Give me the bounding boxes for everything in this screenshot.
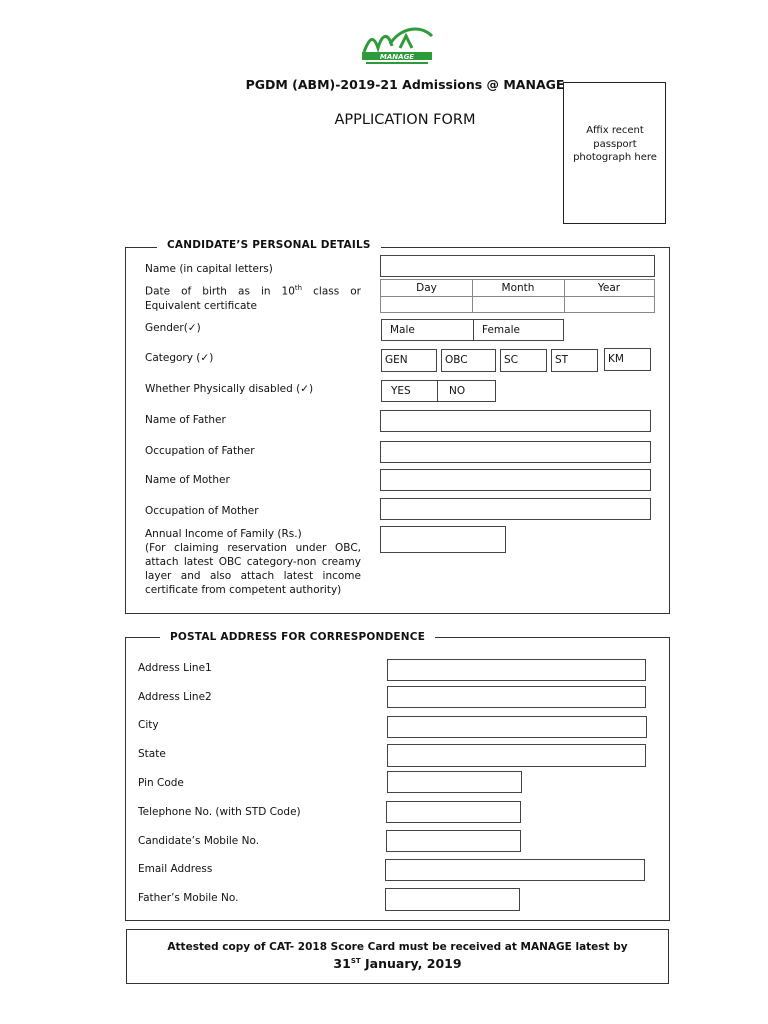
category-sc-option[interactable]: SC — [500, 349, 547, 372]
address1-label: Address Line1 — [138, 662, 212, 674]
dob-field[interactable] — [380, 279, 655, 313]
logo-wordmark: MANAGE — [379, 53, 415, 61]
father-mobile-field[interactable] — [385, 888, 520, 911]
manage-logo — [360, 22, 440, 68]
category-gen-option[interactable]: GEN — [381, 349, 437, 372]
photo-instruction: Affix recent passport photograph here — [573, 125, 657, 163]
city-field[interactable] — [387, 716, 647, 738]
dob-year-header: Year — [597, 282, 621, 294]
footer-deadline-date: 31ST January, 2019 — [333, 956, 462, 971]
dob-month-header: Month — [501, 282, 535, 294]
telephone-label: Telephone No. (with STD Code) — [138, 806, 301, 818]
city-label: City — [138, 719, 159, 731]
category-st-option[interactable]: ST — [551, 349, 598, 372]
telephone-field[interactable] — [386, 801, 521, 823]
category-obc-option[interactable]: OBC — [441, 349, 496, 372]
dob-day-header: Day — [416, 282, 437, 294]
disabled-no-option[interactable]: NO — [437, 380, 496, 402]
footer-notice-text: Attested copy of CAT- 2018 Score Card must be received at MANAGE latest by — [167, 941, 628, 953]
gender-female-option[interactable]: Female — [473, 319, 564, 341]
father-mobile-label: Father’s Mobile No. — [138, 892, 239, 904]
mother-occupation-field[interactable] — [380, 498, 651, 520]
mother-name-field[interactable] — [380, 469, 651, 491]
dob-label: Date of birth as in 10th class or Equivalent certificate — [145, 284, 361, 312]
address2-label: Address Line2 — [138, 691, 212, 703]
father-occupation-field[interactable] — [380, 441, 651, 463]
father-name-label: Name of Father — [145, 414, 226, 426]
category-label: Category (✓) — [145, 352, 214, 364]
gender-label: Gender(✓) — [145, 322, 201, 334]
name-field[interactable] — [380, 255, 655, 277]
income-label: Annual Income of Family (Rs.) — [145, 528, 302, 540]
disabled-label: Whether Physically disabled (✓) — [145, 383, 314, 395]
address2-field[interactable] — [387, 686, 646, 708]
mother-name-label: Name of Mother — [145, 474, 230, 486]
father-occupation-label: Occupation of Father — [145, 445, 255, 457]
pin-field[interactable] — [387, 771, 522, 793]
mother-occupation-label: Occupation of Mother — [145, 505, 259, 517]
email-label: Email Address — [138, 863, 213, 875]
form-title: APPLICATION FORM — [334, 112, 476, 128]
mobile-label: Candidate’s Mobile No. — [138, 835, 260, 847]
address1-field[interactable] — [387, 659, 646, 681]
email-field[interactable] — [385, 859, 645, 881]
state-field[interactable] — [387, 744, 646, 767]
program-title: PGDM (ABM)-2019-21 Admissions @ MANAGE — [245, 77, 565, 92]
father-name-field[interactable] — [380, 410, 651, 432]
state-label: State — [138, 748, 166, 760]
disabled-yes-option[interactable]: YES — [381, 380, 438, 402]
income-field[interactable] — [380, 526, 506, 553]
category-km-option[interactable]: KM — [604, 348, 651, 371]
postal-address-legend: POSTAL ADDRESS FOR CORRESPONDENCE — [160, 631, 435, 643]
mobile-field[interactable] — [386, 830, 521, 852]
pin-label: Pin Code — [138, 777, 184, 789]
income-note: (For claiming reservation under OBC, attach latest OBC category-non creamy layer and also attach latest income certificate from competent authority) — [145, 542, 361, 596]
name-label: Name (in capital letters) — [145, 263, 273, 275]
personal-details-legend: CANDIDATE’S PERSONAL DETAILS — [157, 239, 381, 251]
gender-male-option[interactable]: Male — [381, 319, 474, 341]
